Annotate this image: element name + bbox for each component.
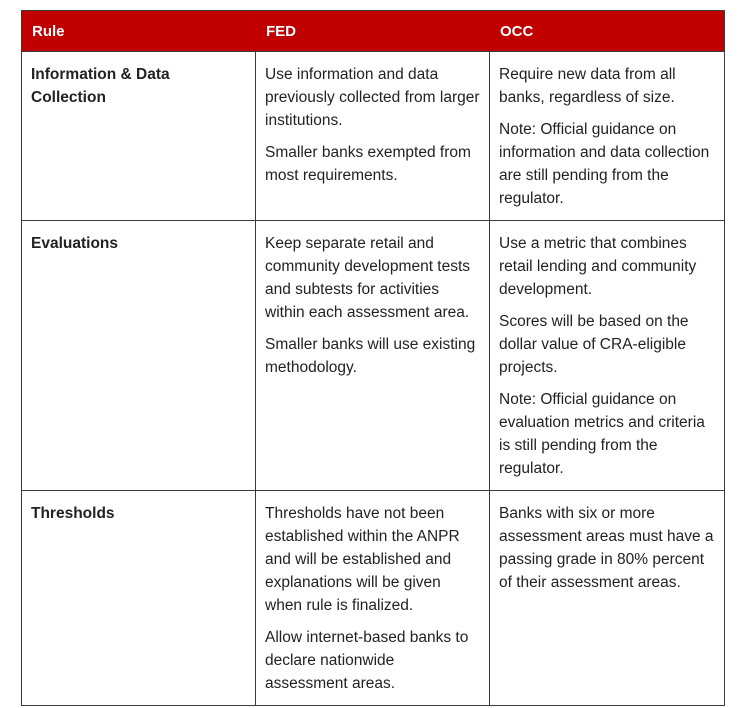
occ-paragraph: Note: Official guidance on evaluation metrics and criteria is still pending from the regulator. — [499, 391, 705, 477]
header-occ: OCC — [490, 11, 725, 52]
fed-paragraph: Use information and data previously collected from larger institutions. — [265, 66, 480, 129]
rule-cell — [22, 491, 256, 706]
fed-paragraph: Keep separate retail and community development tests and subtests for activities within each assessment area. — [265, 235, 471, 321]
fed-paragraph: Allow internet-based banks to declare nationwide assessment areas. — [265, 629, 469, 692]
table-row-information-data-collection — [22, 52, 725, 221]
occ-cell — [490, 491, 725, 706]
occ-cell — [490, 221, 725, 491]
table-row-thresholds — [22, 491, 725, 706]
header-fed: FED — [256, 11, 490, 52]
rule-label: Thresholds — [31, 505, 115, 522]
table-row-evaluations — [22, 221, 725, 491]
fed-cell — [256, 491, 490, 706]
fed-paragraph: Thresholds have not been established within the ANPR and will be established and explanations will be given when rule is finalized. — [265, 505, 460, 614]
header-row — [22, 11, 725, 52]
rule-label: Information & Data Collection — [31, 66, 170, 106]
fed-cell — [256, 52, 490, 221]
occ-cell — [490, 52, 725, 221]
occ-paragraph: Note: Official guidance on information and data collection are still pending from the regulator. — [499, 121, 710, 207]
fed-cell — [256, 221, 490, 491]
occ-paragraph: Require new data from all banks, regardless of size. — [499, 66, 676, 106]
rule-cell — [22, 52, 256, 221]
fed-paragraph: Smaller banks exempted from most requirements. — [265, 144, 471, 184]
occ-paragraph: Scores will be based on the dollar value of CRA-eligible projects. — [499, 313, 689, 376]
occ-paragraph: Banks with six or more assessment areas must have a passing grade in 80% percent of their assessment areas. — [499, 505, 714, 591]
rule-cell — [22, 221, 256, 491]
rule-label: Evaluations — [31, 235, 118, 252]
fed-paragraph: Smaller banks will use existing methodology. — [265, 336, 476, 376]
header-rule: Rule — [22, 11, 256, 52]
comparison-table — [21, 10, 725, 706]
occ-paragraph: Use a metric that combines retail lending and community development. — [499, 235, 697, 298]
